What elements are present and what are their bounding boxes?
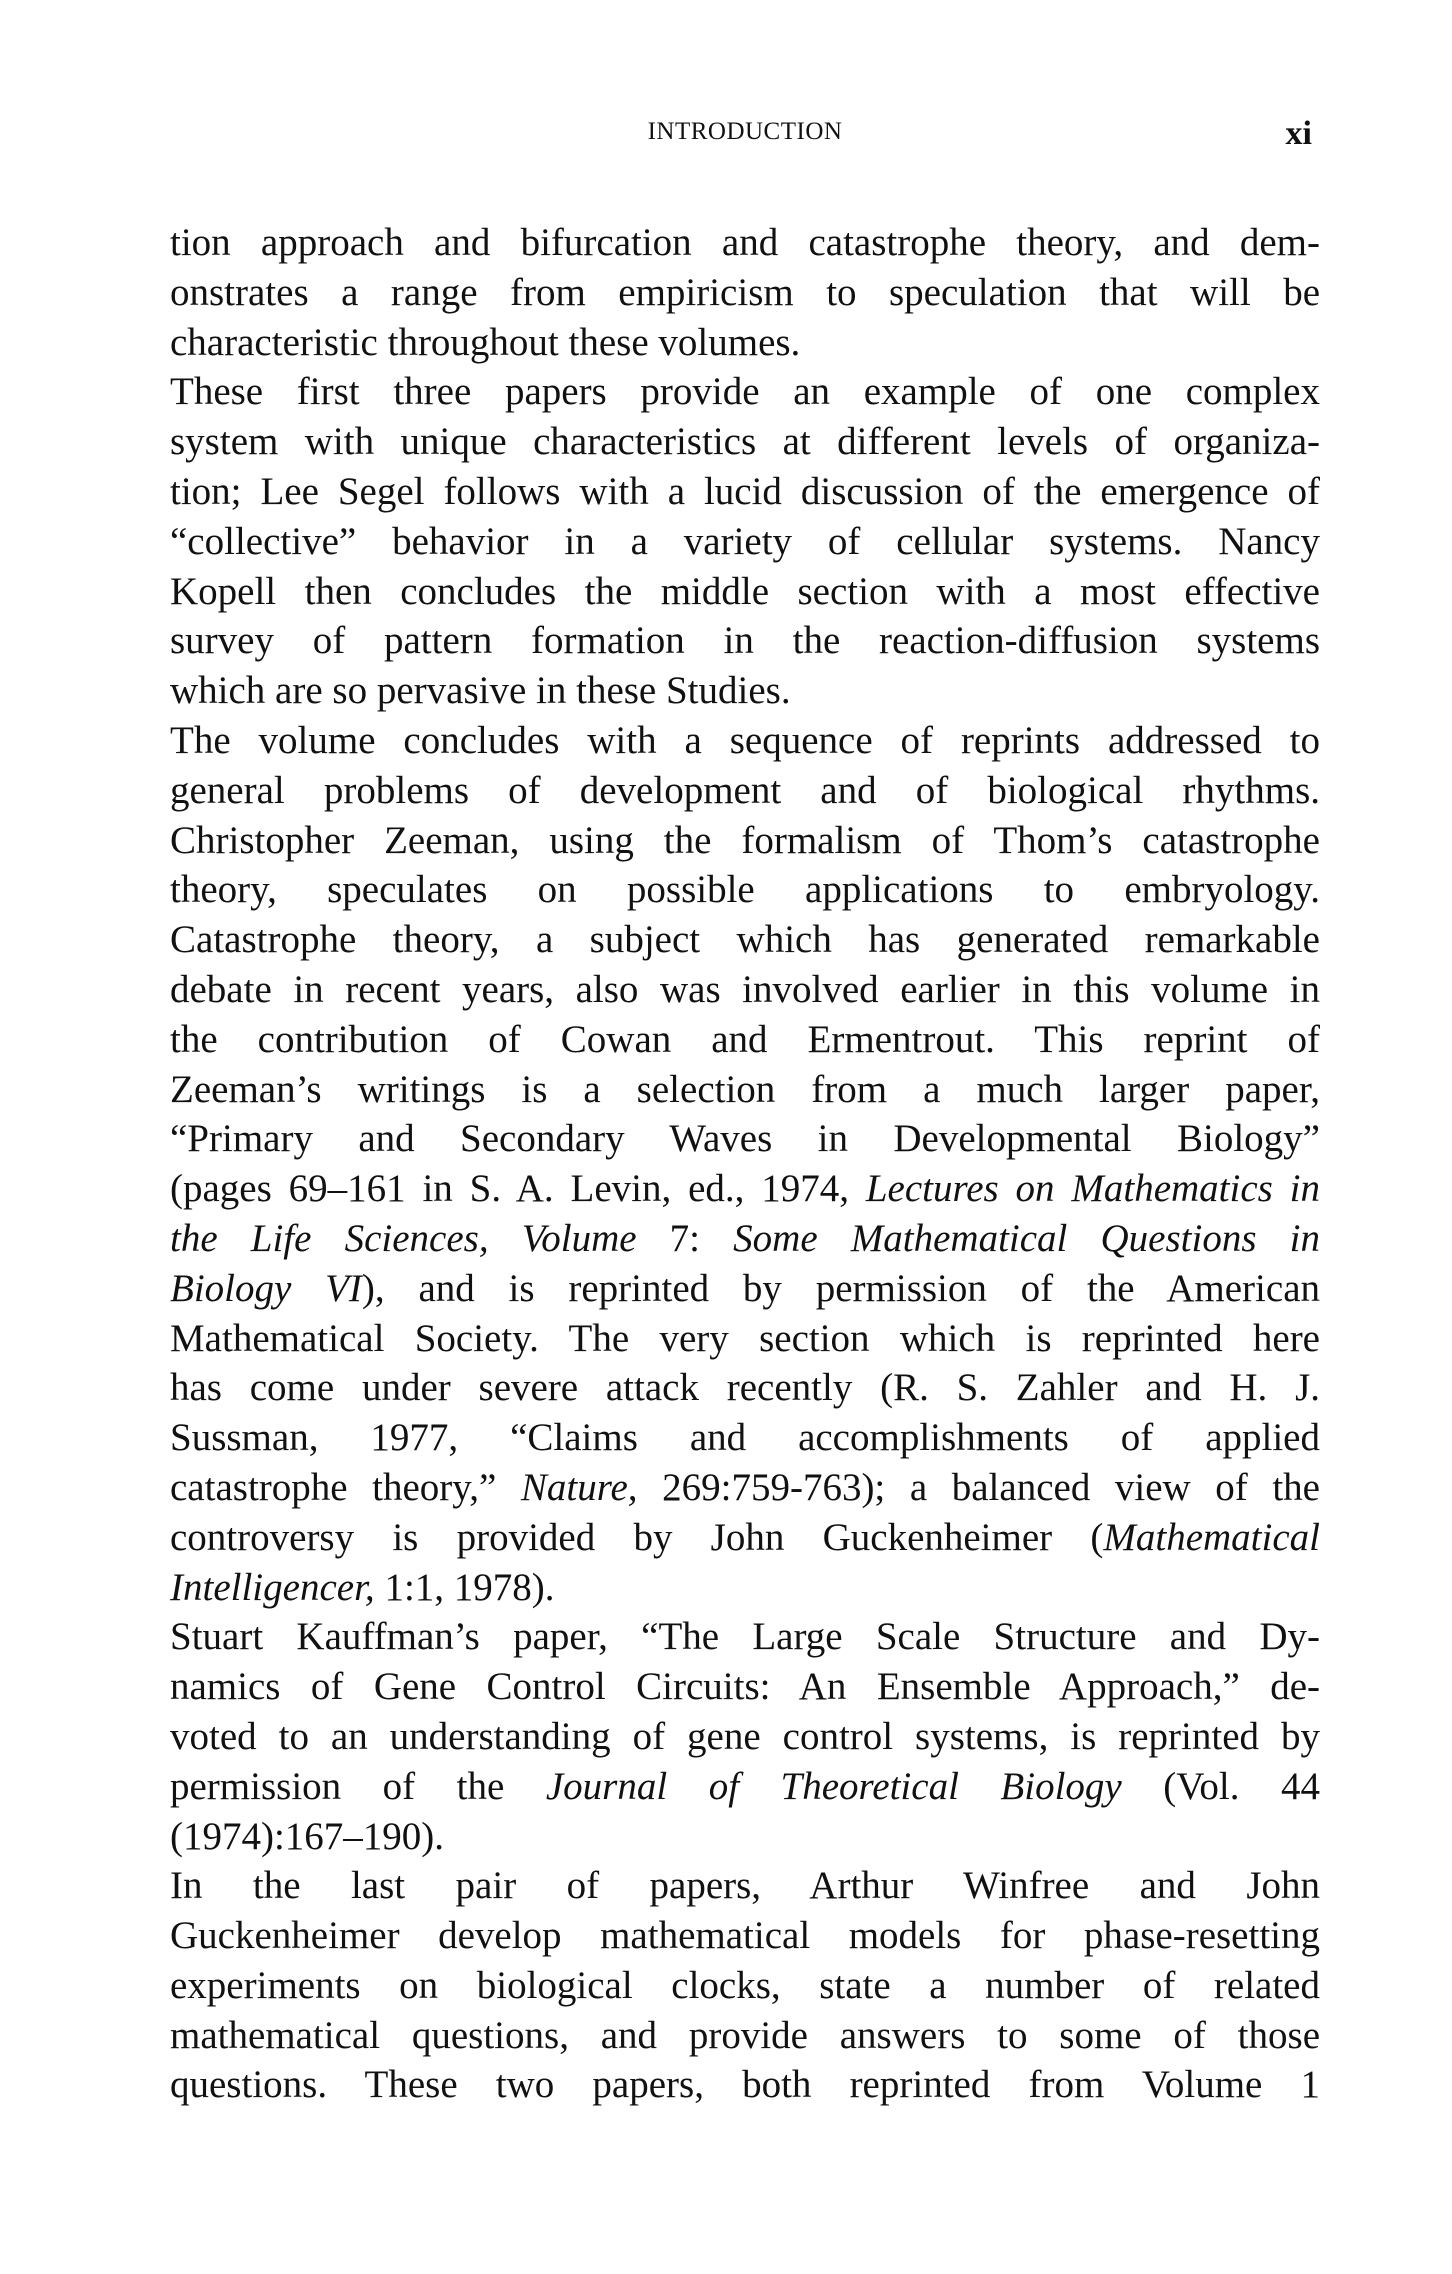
running-head: INTRODUCTION bbox=[647, 118, 843, 145]
text-line-with-italic: Intelligencer, 1:1, 1978). bbox=[170, 1565, 555, 1609]
text-line: Sussman, 1977, “Claims and accomplishments of applied bbox=[170, 1416, 1320, 1460]
text-line: which are so pervasive in these Studies. bbox=[170, 669, 791, 713]
text-line: “collective” behavior in a variety of cellular systems. Nancy bbox=[170, 519, 1320, 563]
paragraph-2 bbox=[170, 367, 1320, 716]
text-line: Christopher Zeeman, using the formalism of Thom’s catastrophe bbox=[170, 818, 1320, 862]
paragraph-3 bbox=[170, 716, 1320, 1612]
text-line: questions. These two papers, both reprinted from Volume 1 bbox=[170, 2063, 1320, 2107]
text-line: In the last pair of papers, Arthur Winfree and John bbox=[170, 1864, 1320, 1908]
paragraph-1 bbox=[170, 218, 1320, 367]
paragraph-5 bbox=[170, 1861, 1320, 2110]
text-line: Kopell then concludes the middle section with a most effective bbox=[170, 569, 1320, 613]
text-line: system with unique characteristics at different levels of organiza- bbox=[170, 420, 1320, 464]
text-line: These first three papers provide an example of one complex bbox=[170, 370, 1320, 414]
text-line: experiments on biological clocks, state a number of related bbox=[170, 1963, 1320, 2007]
text-line: namics of Gene Control Circuits: An Ensemble Approach,” de- bbox=[170, 1665, 1320, 1709]
text-line: Catastrophe theory, a subject which has generated remarkable bbox=[170, 918, 1320, 962]
paragraph-4 bbox=[170, 1612, 1320, 1861]
text-line-with-italic: catastrophe theory,” Nature, 269:759-763); a balanced view of the bbox=[170, 1465, 1320, 1509]
text-line: the contribution of Cowan and Ermentrout. This reprint of bbox=[170, 1017, 1320, 1061]
text-line: mathematical questions, and provide answers to some of those bbox=[170, 2013, 1320, 2057]
text-line: Mathematical Society. The very section which is reprinted here bbox=[170, 1316, 1320, 1360]
text-line-with-italic: permission of the Journal of Theoretical Biology (Vol. 44 bbox=[170, 1764, 1320, 1808]
text-line: The volume concludes with a sequence of reprints addressed to bbox=[170, 718, 1320, 762]
body-text bbox=[170, 218, 1320, 2110]
text-line: tion approach and bifurcation and catastrophe theory, and dem- bbox=[170, 221, 1320, 264]
text-line-with-italic: (pages 69–161 in S. A. Levin, ed., 1974, Lectures on Mathematics in bbox=[170, 1167, 1321, 1211]
text-line: tion; Lee Segel follows with a lucid discussion of the emergence of bbox=[170, 469, 1320, 513]
text-line: survey of pattern formation in the reaction-diffusion systems bbox=[170, 619, 1320, 663]
text-line: characteristic throughout these volumes. bbox=[170, 320, 801, 364]
text-line: voted to an understanding of gene control systems, is reprinted by bbox=[170, 1714, 1320, 1758]
text-line: debate in recent years, also was involved earlier in this volume in bbox=[170, 967, 1320, 1011]
text-line-with-italic: Biology VI), and is reprinted by permission of the American bbox=[170, 1266, 1321, 1310]
page-number: xi bbox=[1285, 115, 1312, 152]
page-header bbox=[170, 115, 1320, 168]
text-line: theory, speculates on possible applications to embryology. bbox=[170, 868, 1320, 912]
text-line: Zeeman’s writings is a selection from a much larger paper, bbox=[170, 1067, 1320, 1111]
text-line: (1974):167–190). bbox=[170, 1814, 445, 1858]
text-line: general problems of development and of biological rhythms. bbox=[170, 768, 1320, 812]
text-line-with-italic: controversy is provided by John Guckenheimer (Mathematical bbox=[170, 1515, 1320, 1559]
text-line: “Primary and Secondary Waves in Developmental Biology” bbox=[170, 1117, 1320, 1161]
text-line-with-italic: the Life Sciences, Volume 7: Some Mathematical Questions in bbox=[170, 1216, 1320, 1260]
text-line: onstrates a range from empiricism to speculation that will be bbox=[170, 270, 1320, 314]
text-line: Stuart Kauffman’s paper, “The Large Scale Structure and Dy- bbox=[170, 1615, 1320, 1659]
text-line: Guckenheimer develop mathematical models for phase-resetting bbox=[170, 1914, 1320, 1958]
text-line: has come under severe attack recently (R. S. Zahler and H. J. bbox=[170, 1366, 1320, 1410]
